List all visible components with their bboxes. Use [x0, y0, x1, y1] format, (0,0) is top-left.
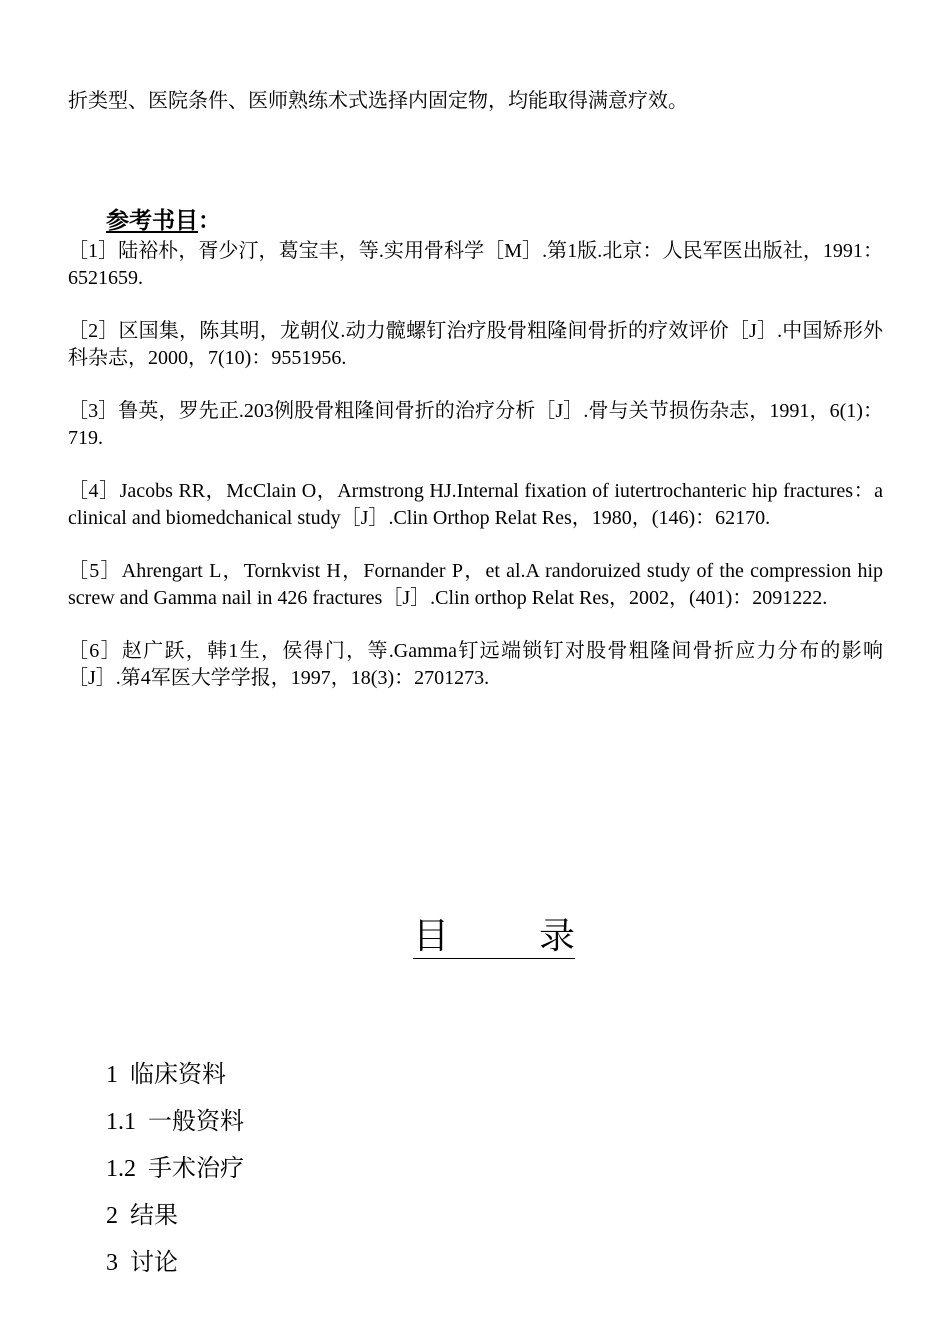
- reference-item: ［1］陆裕朴，胥少汀，葛宝丰，等.实用骨科学［M］.第1版.北京：人民军医出版社，1991：6521659.: [68, 240, 883, 289]
- toc-item: [106, 1099, 706, 1146]
- intro-paragraph: 折类型、医院条件、医师熟练术式选择内固定物，均能取得满意疗效。: [68, 90, 688, 112]
- toc-list: [106, 1052, 706, 1287]
- references-list: [68, 238, 883, 718]
- toc-item: [106, 1146, 706, 1193]
- toc-item-number: 2: [106, 1203, 118, 1229]
- toc-item-number: 1.2: [106, 1156, 136, 1182]
- toc-item: [106, 1052, 706, 1099]
- toc-item-label: 讨论: [130, 1250, 178, 1276]
- toc-item-label: 一般资料: [148, 1109, 244, 1135]
- toc-item: [106, 1240, 706, 1287]
- reference-item: ［4］Jacobs RR，McClain O，Armstrong HJ.Internal fixation of iutertrochanteric hip fractures：a clinical and biomedchanical study［J］.Clin Orthop Relat Res，1980，(146)：62170.: [68, 480, 883, 529]
- reference-item: ［2］区国集，陈其明，龙朝仪.动力髋螺钉治疗股骨粗隆间骨折的疗效评价［J］.中国矫形外科杂志，2000，7(10)：9551956.: [68, 320, 883, 369]
- toc-item: [106, 1193, 706, 1240]
- references-heading-colon: ：: [198, 208, 221, 233]
- toc-title: [413, 914, 575, 959]
- toc-item-number: 1.1: [106, 1109, 136, 1135]
- toc-item-number: 1: [106, 1062, 118, 1088]
- references-heading: [106, 205, 221, 237]
- reference-item: ［5］Ahrengart L，Tornkvist H，Fornander P，et al.A randoruized study of the compression hip screw and Gamma nail in 426 fractures［J］.Clin orthop Relat Res，2002，(401)：2091222.: [68, 560, 883, 609]
- references-heading-text: 参考书目: [106, 208, 198, 233]
- toc-title-left: 目: [413, 916, 450, 956]
- reference-item: ［3］鲁英，罗先正.203例股骨粗隆间骨折的治疗分析［J］.骨与关节损伤杂志，1991，6(1)：719.: [68, 400, 883, 449]
- reference-item: ［6］赵广跃，韩1生，侯得门，等.Gamma钉远端锁钉对股骨粗隆间骨折应力分布的影响［J］.第4军医大学学报，1997，18(3)：2701273.: [68, 640, 883, 689]
- toc-item-label: 结果: [130, 1203, 178, 1229]
- toc-item-number: 3: [106, 1250, 118, 1276]
- toc-title-right: 录: [538, 916, 575, 956]
- toc-item-label: 临床资料: [130, 1062, 226, 1088]
- toc-item-label: 手术治疗: [148, 1156, 244, 1182]
